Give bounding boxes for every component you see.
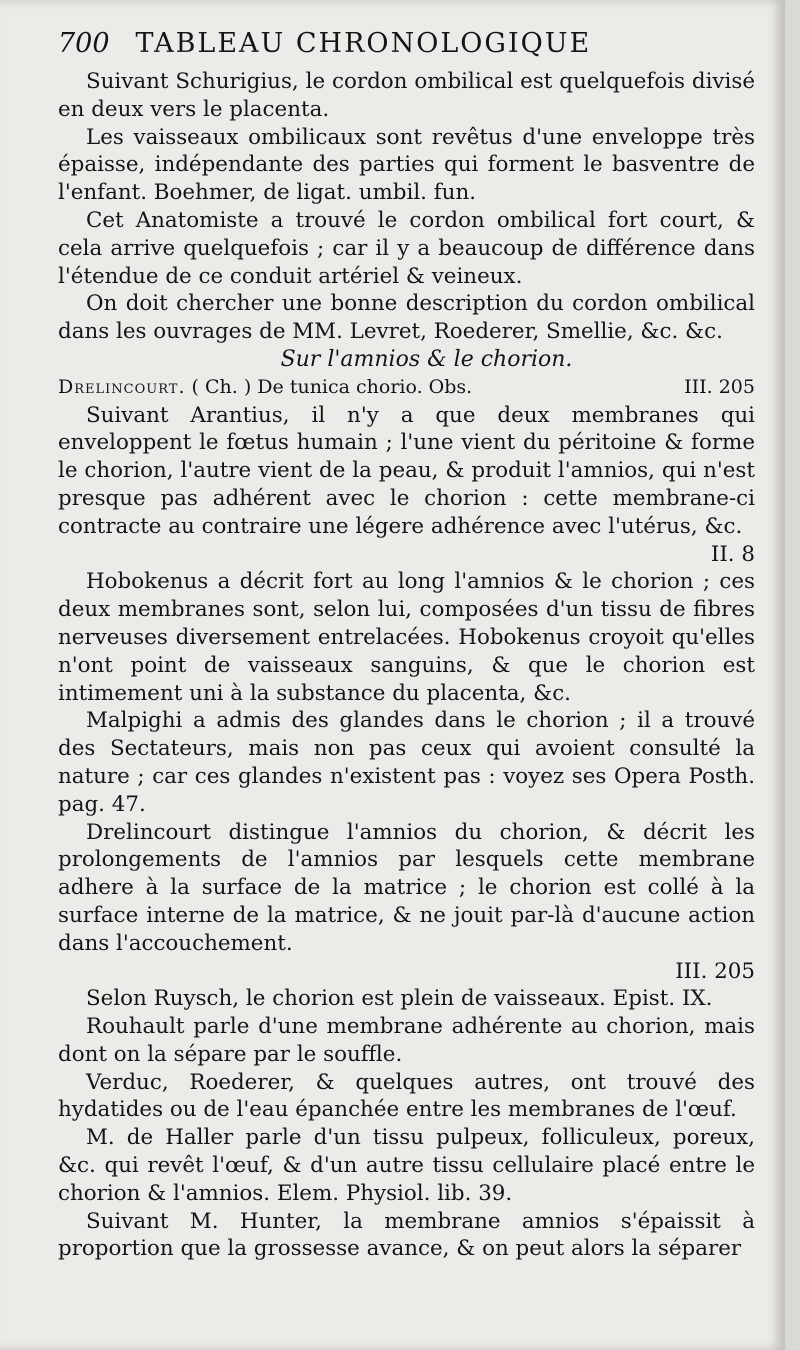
paragraph-reference: III. 205 — [675, 958, 755, 984]
paragraph: Rouhault parle d'une membrane adhérente au chorion, mais dont on la sépare par le souffle. — [58, 1014, 755, 1067]
paragraph: Cet Anatomiste a trouvé le cordon ombilical fort court, & cela arrive quelquefois ; car il y a beaucoup de différence dans l'étendue de ce conduit artériel & veineux. — [58, 207, 755, 289]
entry-title: ( Ch. ) De tunica chorio. Obs. — [191, 375, 473, 398]
paragraph: Hobokenus a décrit fort au long l'amnios & le chorion ; ces deux membranes sont, selon lui, composées d'un tissu de fibres nerveuses diversement entrelacées. Hobokenus croyoit qu'elles n'ont point de vaisseaux sanguins, & que le chorion est intimement uni à la substance du placenta, &c. — [58, 569, 755, 706]
paragraph: Verduc, Roederer, & quelques autres, ont trouvé des hydatides ou de l'eau épanchée entre les membranes de l'œuf. — [58, 1069, 755, 1123]
paragraph: Suivant M. Hunter, la membrane amnios s'épaissit à proportion que la grossesse avance, & on peut alors la séparer — [58, 1208, 755, 1262]
running-title: TABLEAU CHRONOLOGIQUE — [135, 28, 592, 59]
entry-reference: III. 205 — [684, 375, 755, 398]
reference-line — [58, 958, 755, 986]
paragraph: Suivant Schurigius, le cordon ombilical est quelquefois divisé en deux vers le placenta. — [58, 69, 755, 122]
paragraph: Drelincourt distingue l'amnios du chorion, & décrit les prolongements de l'amnios par lesquels cette membrane adhere à la surface de la matrice ; le chorion est collé à la surface interne de la matrice, & ne jouit par-là d'aucune action dans l'accouchement. — [58, 819, 755, 956]
paragraph: On doit chercher une bonne description du cordon ombilical dans les ouvrages de MM. Levret, Roederer, Smellie, &c. &c. — [58, 291, 755, 345]
paragraph-reference: II. 8 — [710, 541, 755, 567]
paragraph: M. de Haller parle d'un tissu pulpeux, folliculeux, poreux, &c. qui revêt l'œuf, & d'un autre tissu cellulaire placé entre le chorion & l'amnios. Elem. Physiol. lib. 39. — [58, 1125, 755, 1206]
paragraph: Suivant Arantius, il n'y a que deux membranes qui enveloppent le fœtus humain ; l'une vient du péritoine & forme le chorion, l'autre vient de la peau, & produit l'amnios, qui n'est presque pas adhérent avec le chorion : cette membrane-ci contracte au contraire une légere adhérence avec l'utérus, &c. — [58, 402, 755, 539]
page-header — [58, 28, 755, 68]
paragraph: Selon Ruysch, le chorion est plein de vaisseaux. Epist. IX. — [86, 986, 713, 1012]
reference-line — [58, 541, 755, 569]
paragraph: Les vaisseaux ombilicaux sont revêtus d'une enveloppe très épaisse, indépendante des parties qui forment le basventre de l'enfant. Boehmer, de ligat. umbil. fun. — [58, 124, 755, 206]
bibliography-entry — [58, 374, 755, 402]
paragraph: Malpighi a admis des glandes dans le chorion ; il a trouvé des Sectateurs, mais non pas ceux qui avoient consulté la nature ; car ces glandes n'existent pas : voyez ses Opera Posth. pag. 47. — [58, 708, 755, 817]
section-heading: Sur l'amnios & le chorion. — [280, 346, 573, 372]
page-body — [58, 68, 755, 1263]
entry-author: Drelincourt. — [58, 375, 186, 398]
page-number: 700 — [58, 28, 110, 59]
